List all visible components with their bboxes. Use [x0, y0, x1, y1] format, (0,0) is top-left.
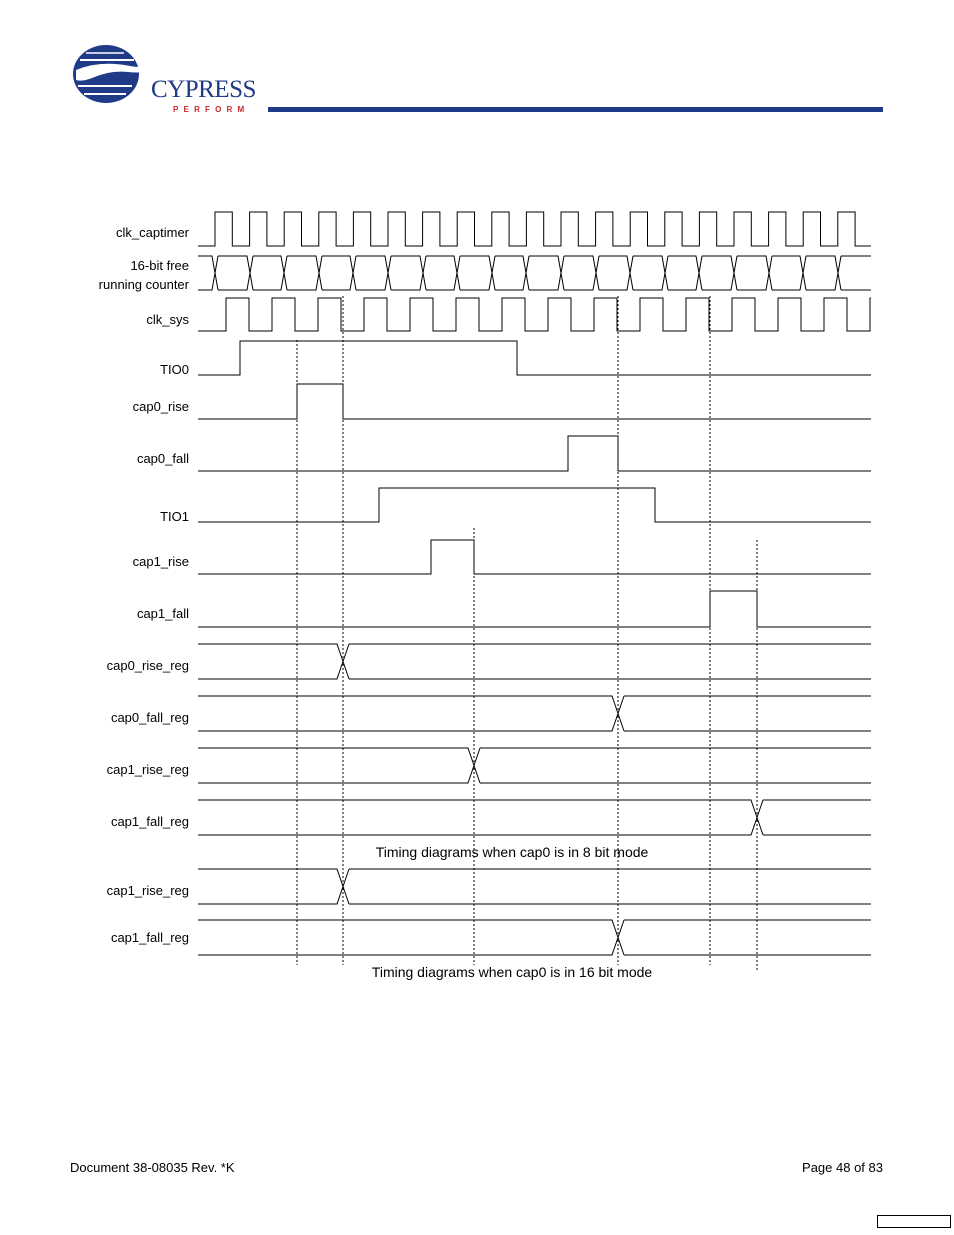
signal-label-cap1-rise: cap1_rise — [132, 554, 189, 569]
wave-clk-sys — [198, 298, 871, 331]
wave-tio0 — [198, 341, 871, 375]
wave-cap1-fall — [198, 591, 871, 627]
signal-label-counter-line2: running counter — [98, 277, 189, 292]
signal-label-tio1: TIO1 — [160, 509, 189, 524]
wave-cap1-rise-reg-bottom — [198, 748, 871, 783]
signal-label-cap0-fall: cap0_fall — [136, 451, 189, 466]
signal-label-tio0: TIO0 — [160, 362, 189, 377]
wave-counter-top — [198, 256, 871, 290]
wave-cap0-fall-reg-top — [198, 696, 871, 731]
signal-label-cap1-fall: cap1_fall — [136, 606, 189, 621]
signal-label-cap0-rise-reg: cap0_rise_reg — [106, 658, 189, 673]
wave-cap1-fall-reg-bottom — [198, 800, 871, 835]
wave-cap0-rise-reg-bottom — [198, 644, 871, 679]
signal-label-cap0-fall-reg: cap0_fall_reg — [110, 710, 189, 725]
wave-cap1-rise-reg-top — [198, 748, 871, 783]
caption-16bit-mode: Timing diagrams when cap0 is in 16 bit mode — [371, 964, 653, 980]
wave-tio1 — [198, 488, 871, 522]
footer-box — [877, 1215, 951, 1228]
wave-cap0-fall-reg-bottom — [198, 696, 871, 731]
wave-cap1-fall-reg-top — [198, 800, 871, 835]
wave-clk-captimer — [198, 212, 871, 246]
wave-cap0-rise — [198, 384, 871, 419]
wave-cap0-fall — [198, 436, 871, 471]
brand-name: CYPRESS — [151, 76, 256, 103]
signal-label-cap1-fall-reg: cap1_fall_reg — [110, 814, 189, 829]
signal-label-clk-captimer: clk_captimer — [116, 225, 189, 240]
signal-label-cap1-rise-reg: cap1_rise_reg — [106, 762, 189, 777]
wave-cap1-rise-reg-16-top — [198, 869, 871, 904]
wave-cap1-rise — [198, 540, 871, 574]
caption-8bit-mode: Timing diagrams when cap0 is in 8 bit mode — [375, 844, 649, 860]
footer-document-number: Document 38-08035 Rev. *K — [70, 1160, 235, 1175]
footer-page-number: Page 48 of 83 — [802, 1160, 883, 1175]
wave-cap0-rise-reg-top — [198, 644, 871, 679]
signal-label-cap1-rise-reg-16: cap1_rise_reg — [106, 883, 189, 898]
signal-label-clk-sys: clk_sys — [146, 312, 189, 327]
signal-label-cap0-rise: cap0_rise — [132, 399, 189, 414]
wave-counter-bottom — [198, 256, 871, 290]
signal-label-counter-line1: 16-bit free — [130, 258, 189, 273]
wave-cap1-fall-reg-16-top — [198, 920, 871, 955]
brand-tagline: PERFORM — [173, 105, 250, 114]
signal-label-cap1-fall-reg-16: cap1_fall_reg — [110, 930, 189, 945]
wave-cap1-fall-reg-16-bottom — [198, 920, 871, 955]
wave-cap1-rise-reg-16-bottom — [198, 869, 871, 904]
